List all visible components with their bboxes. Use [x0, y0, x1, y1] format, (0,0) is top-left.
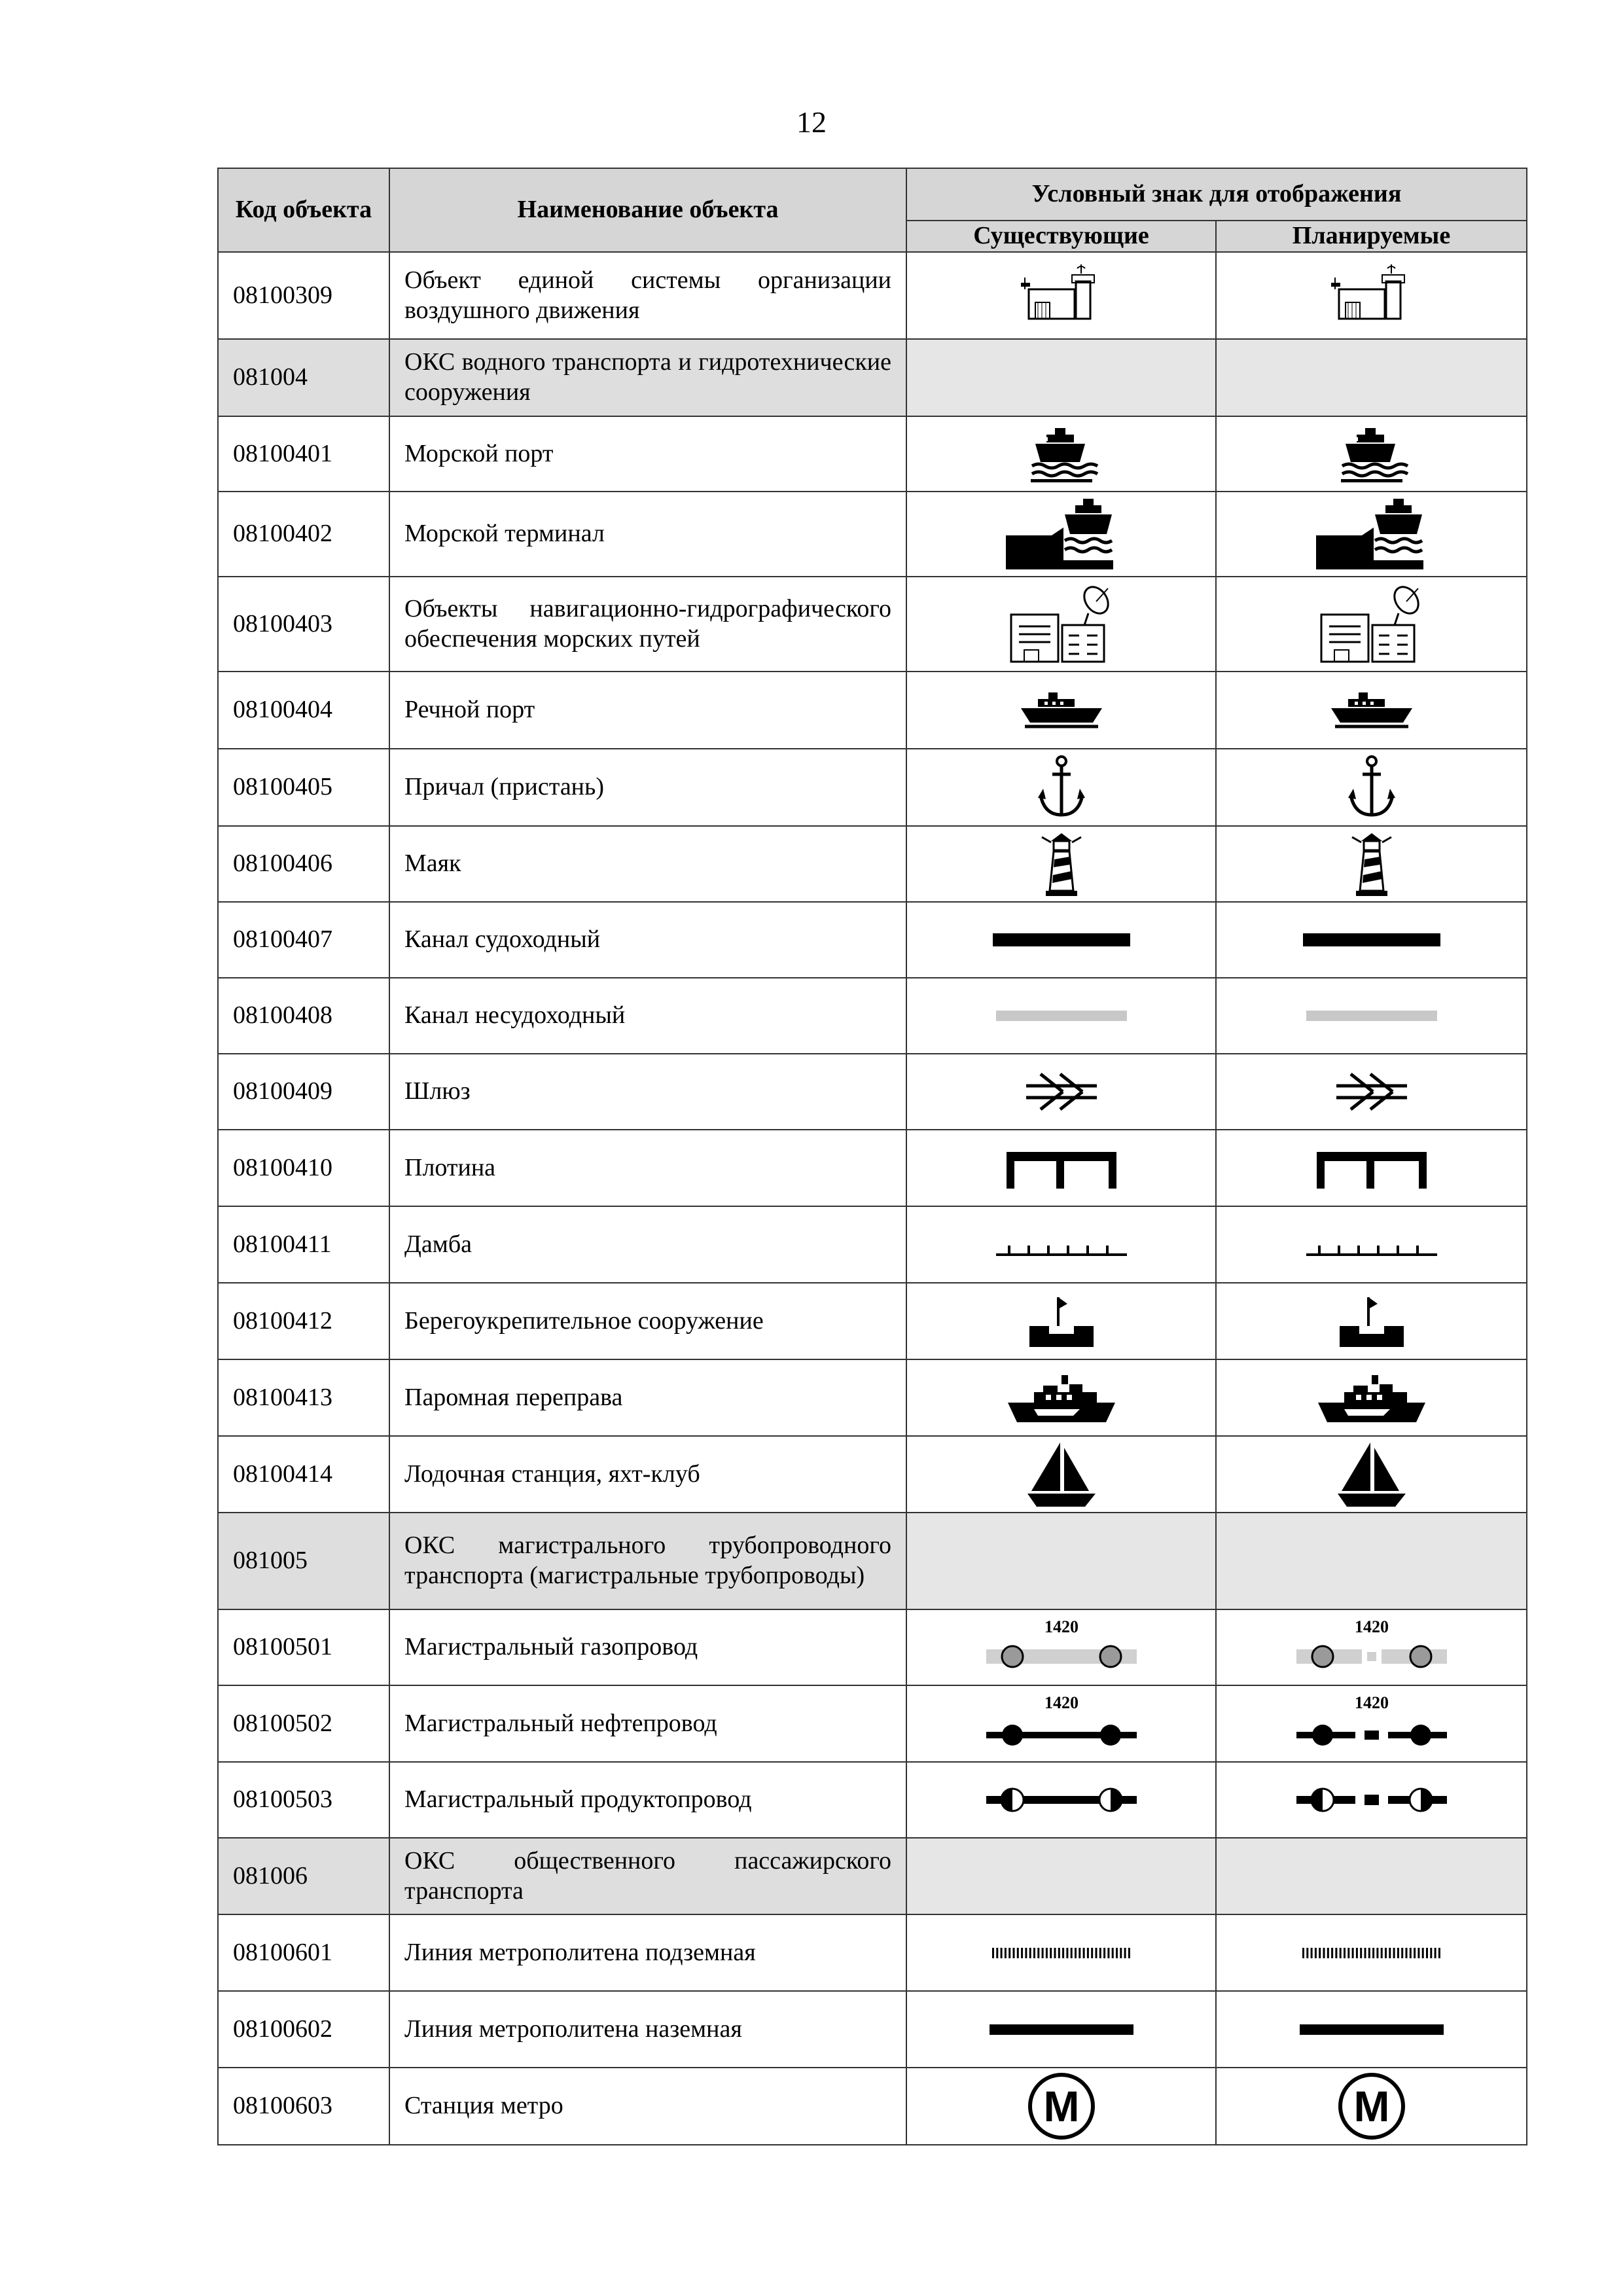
existing-air-traffic-control-icon	[906, 252, 1216, 339]
table-row	[218, 577, 1527, 672]
svg-text:M: M	[1353, 2082, 1389, 2130]
object-code: 08100503	[218, 1762, 389, 1838]
existing-non-navigable-canal-line-icon	[906, 978, 1216, 1054]
planned-product-pipeline-icon	[1216, 1762, 1527, 1838]
table-row	[218, 1283, 1527, 1359]
object-name: Линия метрополитена наземная	[389, 1991, 906, 2068]
object-name: Объекты навигационно-гидрографического обеспечения морских путей	[389, 577, 906, 672]
object-name: Станция метро	[389, 2068, 906, 2145]
header-code: Код объекта	[218, 168, 389, 252]
table-row	[218, 826, 1527, 902]
header-symbol-group: Условный знак для отображения	[906, 168, 1527, 221]
planned-symbol-empty	[1216, 1513, 1527, 1609]
header-existing: Существующие	[906, 221, 1216, 252]
existing-embankment-icon	[906, 1206, 1216, 1283]
existing-shore-protection-icon	[906, 1283, 1216, 1359]
object-name: Магистральный нефтепровод	[389, 1685, 906, 1762]
table-row	[218, 1436, 1527, 1513]
object-name: Магистральный продуктопровод	[389, 1762, 906, 1838]
object-name: Магистральный газопровод	[389, 1609, 906, 1685]
object-name: Морской терминал	[389, 492, 906, 577]
existing-ferry-icon	[906, 1359, 1216, 1436]
planned-river-boat-icon	[1216, 672, 1527, 749]
object-code: 08100409	[218, 1054, 389, 1130]
table-row	[218, 672, 1527, 749]
object-code: 08100603	[218, 2068, 389, 2145]
object-code: 08100407	[218, 902, 389, 978]
header-planned: Планируемые	[1216, 221, 1527, 252]
planned-symbol-empty	[1216, 339, 1527, 416]
object-name: Канал судоходный	[389, 902, 906, 978]
object-code: 08100309	[218, 252, 389, 339]
existing-symbol-empty	[906, 1513, 1216, 1609]
table-row	[218, 978, 1527, 1054]
object-code: 08100401	[218, 416, 389, 492]
planned-anchor-icon	[1216, 749, 1527, 826]
table-row	[218, 339, 1527, 416]
table-row	[218, 749, 1527, 826]
object-code: 08100402	[218, 492, 389, 577]
planned-sea-terminal-icon	[1216, 492, 1527, 577]
table-row	[218, 2068, 1527, 2145]
table-row	[218, 1685, 1527, 1762]
existing-lock-sluice-icon	[906, 1054, 1216, 1130]
legend-table-body	[218, 252, 1527, 2145]
table-row	[218, 1130, 1527, 1206]
object-code: 08100410	[218, 1130, 389, 1206]
object-name: Речной порт	[389, 672, 906, 749]
existing-metro-station-icon	[906, 2068, 1216, 2145]
planned-metro-surface-line-icon	[1216, 1991, 1527, 2068]
object-code: 08100408	[218, 978, 389, 1054]
table-row	[218, 252, 1527, 339]
object-code: 08100414	[218, 1436, 389, 1513]
planned-air-traffic-control-icon	[1216, 252, 1527, 339]
header-name: Наименование объекта	[389, 168, 906, 252]
planned-sailboat-icon	[1216, 1436, 1527, 1513]
planned-non-navigable-canal-line-icon	[1216, 978, 1527, 1054]
object-name: Маяк	[389, 826, 906, 902]
planned-oil-pipeline-icon	[1216, 1685, 1527, 1762]
table-row	[218, 416, 1527, 492]
object-code: 08100403	[218, 577, 389, 672]
table-row	[218, 492, 1527, 577]
table-row	[218, 1914, 1527, 1991]
existing-sea-terminal-icon	[906, 492, 1216, 577]
planned-metro-underground-line-icon	[1216, 1914, 1527, 1991]
object-name: Паромная переправа	[389, 1359, 906, 1436]
object-name: Канал несудоходный	[389, 978, 906, 1054]
svg-text:1420: 1420	[1044, 1693, 1079, 1712]
existing-anchor-icon	[906, 749, 1216, 826]
object-code: 081006	[218, 1838, 389, 1914]
object-name: Дамба	[389, 1206, 906, 1283]
existing-lighthouse-icon	[906, 826, 1216, 902]
object-name: Шлюз	[389, 1054, 906, 1130]
existing-navigation-hydrographic-icon	[906, 577, 1216, 672]
object-code: 08100404	[218, 672, 389, 749]
planned-sea-port-ship-icon	[1216, 416, 1527, 492]
existing-navigable-canal-line-icon	[906, 902, 1216, 978]
existing-product-pipeline-icon	[906, 1762, 1216, 1838]
table-row	[218, 1513, 1527, 1609]
table-row	[218, 1206, 1527, 1283]
object-code: 081004	[218, 339, 389, 416]
planned-dam-icon	[1216, 1130, 1527, 1206]
table-row	[218, 1762, 1527, 1838]
object-name: Причал (пристань)	[389, 749, 906, 826]
existing-symbol-empty	[906, 1838, 1216, 1914]
planned-embankment-icon	[1216, 1206, 1527, 1283]
existing-symbol-empty	[906, 339, 1216, 416]
svg-text:1420: 1420	[1354, 1618, 1389, 1636]
object-code: 08100411	[218, 1206, 389, 1283]
object-code: 08100405	[218, 749, 389, 826]
object-name: Линия метрополитена подземная	[389, 1914, 906, 1991]
svg-text:1420: 1420	[1044, 1618, 1079, 1636]
existing-oil-pipeline-icon	[906, 1685, 1216, 1762]
table-row	[218, 1054, 1527, 1130]
object-code: 081005	[218, 1513, 389, 1609]
planned-gas-pipeline-icon	[1216, 1609, 1527, 1685]
object-code: 08100413	[218, 1359, 389, 1436]
svg-text:1420: 1420	[1354, 1693, 1389, 1712]
planned-lock-sluice-icon	[1216, 1054, 1527, 1130]
object-code: 08100601	[218, 1914, 389, 1991]
existing-sea-port-ship-icon	[906, 416, 1216, 492]
object-code: 08100412	[218, 1283, 389, 1359]
existing-gas-pipeline-icon	[906, 1609, 1216, 1685]
planned-lighthouse-icon	[1216, 826, 1527, 902]
planned-ferry-icon	[1216, 1359, 1527, 1436]
object-name: Морской порт	[389, 416, 906, 492]
planned-navigable-canal-line-icon	[1216, 902, 1527, 978]
existing-metro-surface-line-icon	[906, 1991, 1216, 2068]
table-row	[218, 1991, 1527, 2068]
existing-dam-icon	[906, 1130, 1216, 1206]
object-code: 08100602	[218, 1991, 389, 2068]
object-name: ОКС водного транспорта и гидротехнические сооружения	[389, 339, 906, 416]
object-code: 08100502	[218, 1685, 389, 1762]
legend-table	[217, 168, 1527, 2145]
table-row	[218, 1359, 1527, 1436]
object-name: Плотина	[389, 1130, 906, 1206]
object-code: 08100501	[218, 1609, 389, 1685]
object-name: ОКС общественного пассажирского транспорта	[389, 1838, 906, 1914]
existing-metro-underground-line-icon	[906, 1914, 1216, 1991]
planned-shore-protection-icon	[1216, 1283, 1527, 1359]
table-row	[218, 1609, 1527, 1685]
planned-symbol-empty	[1216, 1838, 1527, 1914]
object-code: 08100406	[218, 826, 389, 902]
existing-river-boat-icon	[906, 672, 1216, 749]
object-name: Объект единой системы организации воздушного движения	[389, 252, 906, 339]
page-number: 12	[796, 105, 827, 139]
table-row	[218, 902, 1527, 978]
object-name: Берегоукрепительное сооружение	[389, 1283, 906, 1359]
object-name: ОКС магистрального трубопроводного транспорта (магистральные трубопроводы)	[389, 1513, 906, 1609]
planned-navigation-hydrographic-icon	[1216, 577, 1527, 672]
planned-metro-station-icon	[1216, 2068, 1527, 2145]
svg-text:M: M	[1043, 2082, 1079, 2130]
table-row	[218, 1838, 1527, 1914]
object-name: Лодочная станция, яхт-клуб	[389, 1436, 906, 1513]
existing-sailboat-icon	[906, 1436, 1216, 1513]
